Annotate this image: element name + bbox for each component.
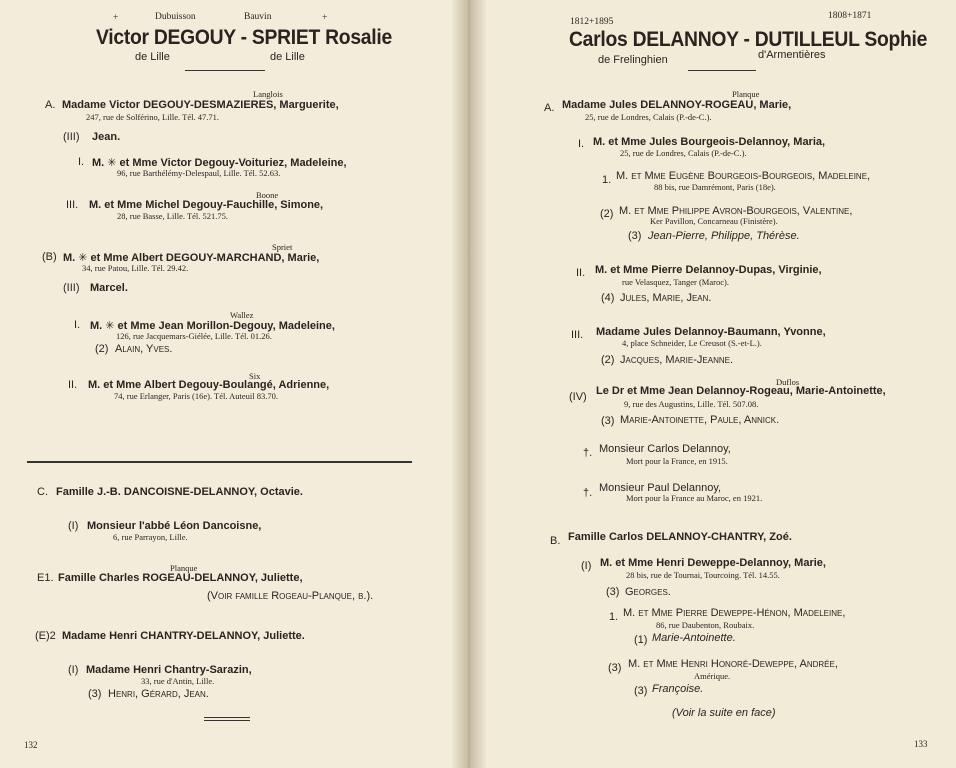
entry-name: Jean.	[92, 131, 121, 143]
entry-name: M. et Mme Henri Deweppe-Delannoy, Marie,	[600, 557, 826, 569]
entry-name: Monsieur Paul Delannoy,	[599, 482, 722, 494]
entry-label: (3)	[601, 415, 615, 427]
entry-label: (E)2	[35, 630, 56, 642]
entry-above: Planque	[732, 89, 760, 99]
entry-name: Marie-Antoinette, Paule, Annick.	[620, 414, 780, 426]
entry-label: (B)	[42, 251, 57, 263]
entry-name: Jacques, Marie-Jeanne.	[620, 354, 734, 366]
entry-address: 126, rue Jacquemars-Giélée, Lille. Tél. 01.26.	[116, 331, 272, 341]
entry-address: 4, place Schneider, Le Creusot (S.-et-L.).	[622, 338, 762, 348]
entry-above: Wallez	[230, 310, 254, 320]
entry-address: 34, rue Patou, Lille. Tél. 29.42.	[82, 263, 189, 273]
entry-above: Planque	[170, 563, 198, 573]
entry-address: 9, rue des Augustins, Lille. Tél. 507.08.	[624, 399, 759, 409]
entry-address: Ker Pavillon, Concarneau (Finistère).	[650, 216, 778, 226]
entry-address: Mort pour la France au Maroc, en 1921.	[626, 493, 763, 503]
entry-address: 247, rue de Solférino, Lille. Tél. 47.71.	[86, 112, 219, 122]
entry-name: Le Dr et Mme Jean Delannoy-Rogeau, Marie-Antoinette,	[596, 385, 886, 397]
entry-label: (IV)	[569, 391, 587, 403]
cross-left: +	[113, 13, 119, 23]
entry-address: 6, rue Parrayon, Lille.	[113, 532, 188, 542]
entry-name: M. et Mme Henri Honoré-Deweppe, Andrée,	[628, 658, 838, 670]
entry-above: Boone	[256, 190, 279, 200]
entry-above: Spriet	[272, 242, 293, 252]
above-name-left: Dubuisson	[155, 12, 196, 22]
entry-address: 28, rue Basse, Lille. Tél. 521.75.	[117, 211, 229, 221]
entry-address: (Voir famille Rogeau-Planque, b.).	[207, 590, 374, 602]
entry-name: M. et Mme Michel Degouy-Fauchille, Simone,	[89, 199, 324, 211]
entry-name: M. et Mme Jules Bourgeois-Delannoy, Maria,	[593, 136, 826, 148]
entry-above: Six	[249, 371, 261, 381]
origin-right: de Lille	[270, 51, 305, 63]
entry-name: M. et Mme Albert Degouy-Boulangé, Adrienne,	[88, 379, 330, 391]
entry-name: Marie-Antoinette.	[652, 632, 736, 644]
entry-name: M. et Mme Eugène Bourgeois-Bourgeois, Madeleine,	[616, 170, 871, 182]
entry-name: Monsieur Carlos Delannoy,	[599, 443, 731, 455]
entry-name: Marcel.	[90, 282, 128, 294]
entry-label: A.	[544, 102, 555, 114]
end-rule	[204, 720, 250, 721]
book-gutter	[452, 0, 486, 768]
entry-name: M. ✳ et Mme Jean Morillon-Degouy, Madeleine,	[90, 320, 335, 332]
origin-right: d'Armentières	[758, 49, 826, 61]
entry-label: (2)	[95, 343, 109, 355]
right-page	[470, 0, 956, 768]
entry-address: 96, rue Barthélémy-Delespaul, Lille. Tél. 52.63.	[117, 168, 281, 178]
death-mark: †.	[583, 487, 593, 499]
left-page	[0, 0, 468, 768]
entry-label: (3)	[628, 230, 642, 242]
entry-label: B.	[550, 535, 561, 547]
entry-label: I.	[78, 156, 85, 168]
page-number: 133	[914, 739, 928, 749]
entry-label: (2)	[601, 354, 615, 366]
entry-address: 33, rue d'Antin, Lille.	[141, 676, 215, 686]
entry-name: Georges.	[625, 586, 671, 598]
entry-label: (I)	[68, 664, 79, 676]
entry-label: (3)	[634, 685, 648, 697]
entry-name: M. et Mme Philippe Avron-Bourgeois, Valentine,	[619, 205, 853, 217]
page-title: Carlos DELANNOY - DUTILLEUL Sophie	[569, 28, 928, 51]
entry-address: 74, rue Erlanger, Paris (16e). Tél. Auteuil 83.70.	[114, 391, 279, 401]
entry-name: M. ✳ et Mme Victor Degouy-Voituriez, Madeleine,	[92, 157, 347, 169]
entry-name: Jules, Marie, Jean.	[620, 292, 712, 304]
entry-name: M. et Mme Pierre Deweppe-Hénon, Madeleine,	[623, 607, 846, 619]
header-rule	[688, 70, 756, 71]
entry-address: Mort pour la France, en 1915.	[626, 456, 728, 466]
section-rule	[27, 461, 412, 463]
entry-name: Madame Henri CHANTRY-DELANNOY, Juliette.	[62, 630, 305, 642]
entry-label: III.	[66, 199, 79, 211]
origin-left: de Frelinghien	[598, 54, 668, 66]
entry-name: Famille Charles ROGEAU-DELANNOY, Juliette,	[58, 572, 303, 584]
header-rule	[185, 70, 265, 71]
continuation-note: (Voir la suite en face)	[672, 707, 776, 719]
entry-label: E1.	[37, 572, 54, 584]
end-rule	[204, 717, 250, 718]
entry-name: Famille Carlos DELANNOY-CHANTRY, Zoé.	[568, 531, 792, 543]
entry-name: Madame Henri Chantry-Sarazin,	[86, 664, 252, 676]
entry-label: (III)	[63, 282, 80, 294]
entry-name: Alain, Yves.	[115, 343, 173, 355]
entry-label: (4)	[601, 292, 615, 304]
entry-label: (3)	[88, 688, 102, 700]
entry-address: 88 bis, rue Damrémont, Paris (18e).	[654, 182, 776, 192]
entry-name: Françoise.	[652, 683, 704, 695]
entry-above: Duflos	[776, 377, 800, 387]
entry-label: (2)	[600, 208, 614, 220]
entry-label: 1.	[602, 174, 612, 186]
entry-label: I.	[74, 319, 81, 331]
dates-left: 1812+1895	[570, 17, 614, 27]
above-name-right: Bauvin	[244, 12, 272, 22]
entry-above: Langlois	[253, 89, 283, 99]
entry-address: Amérique.	[694, 671, 731, 681]
entry-name: Monsieur l'abbé Léon Dancoisne,	[87, 520, 262, 532]
page-number: 132	[24, 740, 38, 750]
entry-address: rue Velasquez, Tanger (Maroc).	[622, 277, 729, 287]
entry-label: 1.	[609, 611, 619, 623]
page-title: Victor DEGOUY - SPRIET Rosalie	[96, 26, 392, 49]
entry-label: II.	[576, 267, 586, 279]
entry-label: (3)	[606, 586, 620, 598]
entry-label: (1)	[634, 634, 648, 646]
entry-label: C.	[37, 486, 48, 498]
entry-address: 28 bis, rue de Tournai, Tourcoing. Tél. 14.55.	[626, 570, 780, 580]
entry-name: Famille J.-B. DANCOISNE-DELANNOY, Octavie.	[56, 486, 303, 498]
entry-name: M. et Mme Pierre Delannoy-Dupas, Virginie,	[595, 264, 822, 276]
entry-label: II.	[68, 379, 78, 391]
entry-name: M. ✳ et Mme Albert DEGOUY-MARCHAND, Marie,	[63, 252, 320, 264]
entry-label: (3)	[608, 662, 622, 674]
entry-label: I.	[578, 138, 585, 150]
entry-label: A.	[45, 99, 56, 111]
origin-left: de Lille	[135, 51, 170, 63]
entry-address: 86, rue Daubenton, Roubaix.	[656, 620, 755, 630]
entry-label: (I)	[68, 520, 79, 532]
entry-name: Madame Jules Delannoy-Baumann, Yvonne,	[596, 326, 826, 338]
entry-name: Madame Victor DEGOUY-DESMAZIERES, Marguerite,	[62, 99, 339, 111]
dates-right: 1808+1871	[828, 11, 872, 21]
entry-name: Jean-Pierre, Philippe, Thérèse.	[648, 230, 800, 242]
entry-address: 25, rue de Londres, Calais (P.-de-C.).	[585, 112, 712, 122]
cross-right: +	[322, 13, 328, 23]
entry-name: Henri, Gérard, Jean.	[108, 688, 209, 700]
entry-label: (III)	[63, 131, 80, 143]
entry-label: III.	[571, 329, 584, 341]
entry-address: 25, rue de Londres, Calais (P.-de-C.).	[620, 148, 747, 158]
entry-label: (I)	[581, 560, 592, 572]
entry-name: Madame Jules DELANNOY-ROGEAU, Marie,	[562, 99, 792, 111]
death-mark: †.	[583, 447, 593, 459]
